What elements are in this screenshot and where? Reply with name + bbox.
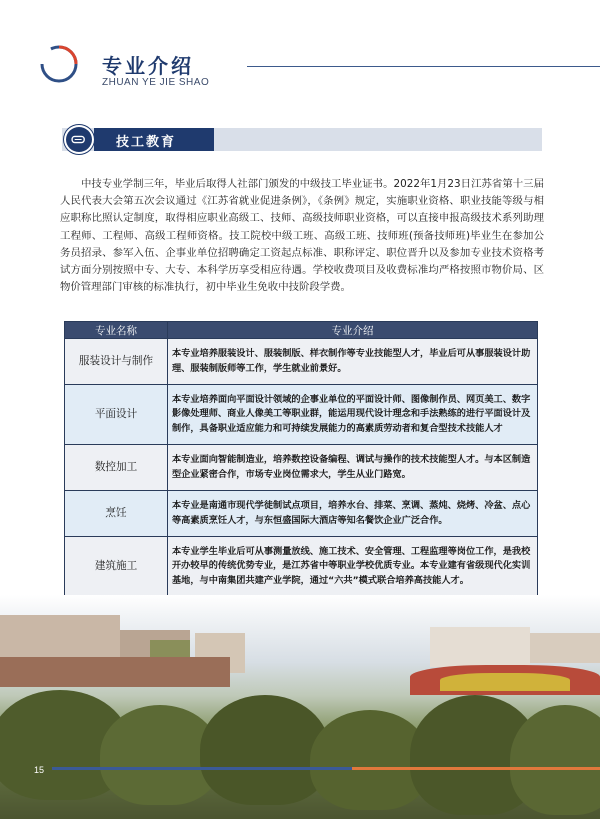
major-description: 本专业是南通市现代学徒制试点项目，培养水台、排菜、烹调、蒸炖、烧烤、冷盆、点心等高素质烹饪人才，与东恒盛国际大酒店等知名餐饮企业广泛合作。 [168, 491, 538, 537]
major-name: 烹饪 [65, 491, 168, 537]
building [0, 657, 230, 687]
major-name: 服装设计与制作 [65, 339, 168, 385]
sports-field [440, 673, 570, 691]
footer-bar-accent [352, 767, 600, 770]
footer-bar [52, 767, 352, 770]
majors-table [64, 321, 538, 597]
major-name: 建筑施工 [65, 537, 168, 597]
table-row [65, 339, 538, 385]
page-subtitle: ZHUAN YE JIE SHAO [102, 77, 210, 88]
major-description: 本专业培养面向平面设计领域的企事业单位的平面设计师、图像制作员、网页美工、数字影像处理师、商业人像美工等职业群，能运用现代设计理念和手法熟练的进行平面设计及制作，具备职业适应能力和可持续发展能力的高素质劳动者和复合型技术技能人才 [168, 385, 538, 445]
logo-icon [39, 44, 79, 84]
major-name: 数控加工 [65, 445, 168, 491]
major-description: 本专业面向智能制造业，培养数控设备编程、调试与操作的技术技能型人才。与本区制造型企业紧密合作，市场专业岗位需求大，学生从业门路宽。 [168, 445, 538, 491]
page-number: 15 [34, 765, 45, 775]
section-tab-icon [64, 125, 94, 154]
header-divider [247, 66, 600, 67]
column-header-desc: 专业介绍 [168, 322, 538, 339]
table-header-row [65, 322, 538, 339]
page-title: 专业介绍 [102, 54, 194, 78]
intro-paragraph: 中技专业学制三年，毕业后取得人社部门颁发的中级技工毕业证书。2022年1月23日江苏省第十三届人民代表大会第五次会议通过《江苏省就业促进条例》，《条例》规定，实施职业资格、职业技能等级与相应职称比照认定制度，取得相应职业高级工、技师、高级技师职业资格，可以直接申报高级技术系列助理工程师、工程师、高级工程师资格。技工院校中级工班、高级工班、技师班(预备技师班)毕业生在参加公务员招录、参军入伍、企事业单位招聘确定工资起点标准、职称评定、职位晋升以及参加专业技术资格考试方面分别按照中专、大专、本科学历享受相应待遇。学校收费项目及收费标准均严格按照市物价局、区物价管理部门审核的标准执行，初中毕业生免收中技阶段学费。 [60, 178, 544, 294]
campus-photo [0, 595, 600, 819]
building [530, 633, 600, 663]
major-description: 本专业学生毕业后可从事测量放线、施工技术、安全管理、工程监理等岗位工作，是我校开办较早的传统优势专业，是江苏省中等职业学校优质专业。本专业建有省级现代化实训基地，与中南集团共建产业学院，通过“六共”模式联合培养高技能人才。 [168, 537, 538, 597]
table-row [65, 445, 538, 491]
major-name: 平面设计 [65, 385, 168, 445]
major-description: 本专业培养服装设计、服装制版、样衣制作等专业技能型人才，毕业后可从事服装设计助理、服装制版师等工作，学生就业前景好。 [168, 339, 538, 385]
section-banner [62, 128, 542, 151]
section-title: 技工教育 [116, 135, 177, 150]
table-row [65, 537, 538, 597]
column-header-name: 专业名称 [65, 322, 168, 339]
table-row [65, 385, 538, 445]
table-row [65, 491, 538, 537]
building [430, 627, 530, 667]
